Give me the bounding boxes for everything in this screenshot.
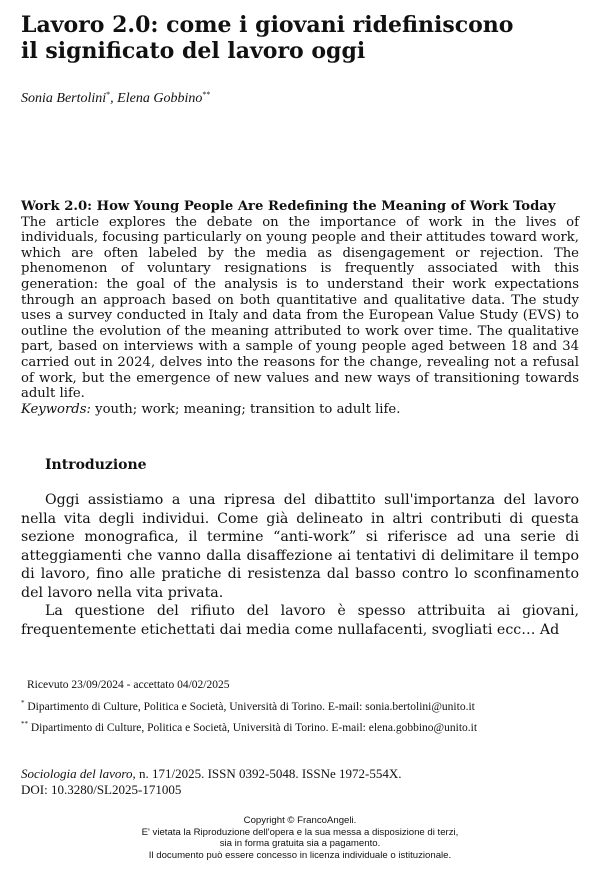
keywords-values: youth; work; meaning; transition to adult life. [90, 401, 401, 417]
body-paragraph: La questione del rifiuto del lavoro è spesso attribuita ai giovani, frequentemente etichettati dai media come nullafacenti, svogliati ecc… Ad [21, 603, 579, 638]
journal-issue: , n. 171/2025. ISSN 0392-5048. ISSNe 1972-554X. [132, 766, 402, 781]
affiliation-note [21, 696, 561, 715]
author-name: Elena Gobbino [117, 91, 203, 106]
affiliation-text: Dipartimento di Culture, Politica e Società, Università di Torino. E-mail: elena.gobbino@unito.it [28, 722, 478, 734]
author-separator: , [110, 91, 118, 106]
abstract-body: The article explores the debate on the importance of work in the lives of individuals, focusing particularly on young people and their attitudes toward work, which are often labeled by the media as disengagement or rejection. The phenomenon of voluntary resignations is frequently associated with this generation: the goal of the analysis is to understand their work expectations through an approach based on both quantitative and qualitative data. The study uses a survey conducted in Italy and data from the European Value Study (EVS) to outline the evolution of the meaning attributed to work over time. The qualitative part, based on interviews with a sample of young people aged between 18 and 34 carried out in 2024, delves into the reasons for the change, revealing not a refusal of work, but the emergence of new values and new ways of transitioning towards adult life. [21, 214, 579, 402]
affiliation-note [21, 717, 561, 736]
footnote-mark: ** [21, 720, 28, 728]
article-title-line-2: il significato del lavoro oggi [21, 38, 366, 64]
footnote-mark: * [21, 698, 25, 707]
author-footnote-mark: ** [202, 90, 211, 99]
section-body [21, 491, 579, 639]
author-name: Sonia Bertolini [21, 91, 107, 106]
keywords-line [21, 402, 579, 418]
keywords-label: Keywords: [21, 401, 91, 417]
copyright-line: Copyright © FrancoAngeli. [243, 815, 357, 826]
journal-name: Sociologia del lavoro [21, 766, 133, 781]
author-list [21, 90, 210, 107]
copyright-line: E' vietata la Riproduzione dell'opera e la sua messa a disposizione di terzi, [141, 826, 459, 838]
copyright-notice [60, 815, 540, 861]
article-title [21, 12, 581, 64]
abstract-block [21, 199, 579, 417]
copyright-line: Il documento può essere concesso in licenza individuale o istituzionale. [148, 849, 452, 861]
section-heading: Introduzione [45, 457, 147, 473]
affiliation-text: Dipartimento di Culture, Politica e Società, Università di Torino. E-mail: sonia.bertolini@unito.it [24, 700, 475, 713]
copyright-line: sia in forma gratuita sia a pagamento. [219, 838, 381, 850]
received-dates: Ricevuto 23/09/2024 - accettato 04/02/2025 [27, 679, 230, 691]
journal-info [21, 766, 402, 798]
doi: DOI: 10.3280/SL2025-171005 [21, 782, 182, 797]
abstract-title: Work 2.0: How Young People Are Redefining the Meaning of Work Today [21, 199, 556, 214]
footnotes [21, 678, 561, 739]
article-title-line-1: Lavoro 2.0: come i giovani ridefiniscono [21, 12, 514, 38]
author-footnote-mark: * [106, 90, 111, 99]
body-paragraph: Oggi assistiamo a una ripresa del dibattito sull'importanza del lavoro nella vita degli individui. Come già delineato in altri contributi di questa sezione monografica, il termine “anti-work” si riferisce ad una serie di atteggiamenti che vanno dalla disaffezione ai tentativi di delimitare il tempo di lavoro, fino alle pratiche di resistenza dal basso contro lo sconfinamento del lavoro nella vita privata. [21, 492, 579, 601]
